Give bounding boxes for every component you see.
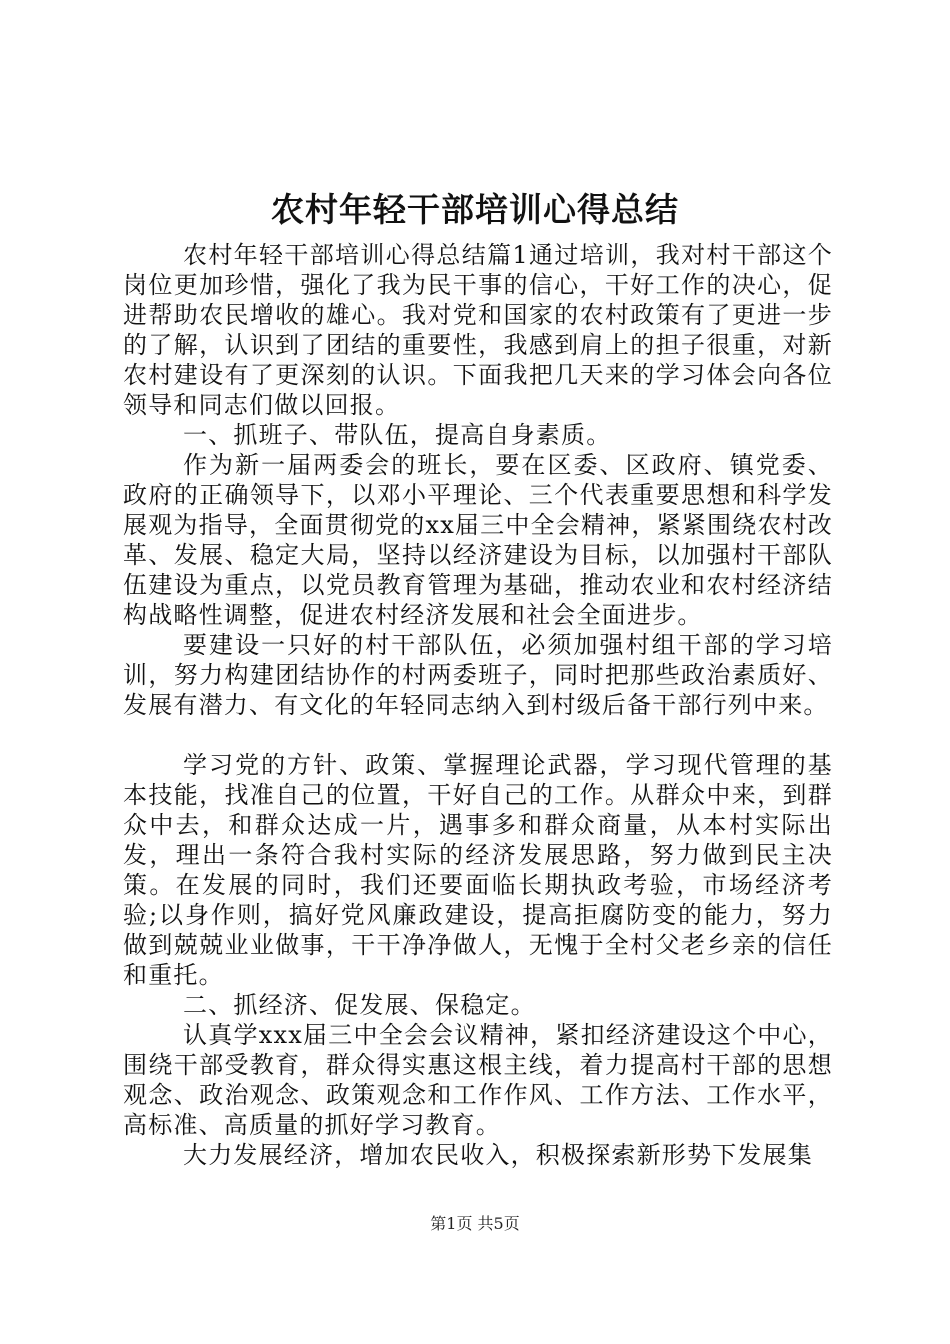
section-heading-2: 二、抓经济、促发展、保稳定。 [183, 991, 536, 1019]
document-title: 农村年轻干部培训心得总结 [271, 190, 679, 229]
paragraph-team-building: 要建设一只好的村干部队伍，必须加强村组干部的学习培训，努力构建团结协作的村两委班子，同时把那些政治素质好、发展有潜力、有文化的年轻同志纳入到村级后备干部行列中来。 [123, 631, 833, 719]
paragraph-study-policy: 学习党的方针、政策、掌握理论武器，学习现代管理的基本技能，找准自己的位置，干好自己的工作。从群众中来，到群众中去，和群众达成一片，遇事多和群众商量，从本村实际出发，理出一条符合我村实际的经济发展思路，努力做到民主决策。在发展的同时，我们还要面临长期执政考验，市场经济考验;以身作则，搞好党风廉政建设，提高拒腐防变的能力，努力做到兢兢业业做事，干干净净做人，无愧于全村父老乡亲的信任和重托。 [123, 751, 833, 989]
paragraph-study-spirit: 认真学xxx届三中全会会议精神，紧扣经济建设这个中心，围绕干部受教育，群众得实惠这根主线，着力提高村干部的思想观念、政治观念、政策观念和工作作风、工作方法、工作水平，高标准、高质量的抓好学习教育。 [123, 1021, 833, 1139]
document-body [123, 240, 833, 1170]
page-footer: 第1页 共5页 [430, 1214, 520, 1233]
paragraph-leadership: 作为新一届两委会的班长，要在区委、区政府、镇党委、政府的正确领导下，以邓小平理论、三个代表重要思想和科学发展观为指导，全面贯彻党的xx届三中全会精神，紧紧围绕农村改革、发展、稳定大局，坚持以经济建设为目标，以加强村干部队伍建设为重点，以党员教育管理为基础，推动农业和农村经济结构战略性调整，促进农村经济发展和社会全面进步。 [123, 451, 833, 629]
section-heading-1: 一、抓班子、带队伍，提高自身素质。 [183, 421, 612, 449]
paragraph-develop-economy: 大力发展经济，增加农民收入，积极探索新形势下发展集 [183, 1141, 813, 1169]
paragraph-intro: 农村年轻干部培训心得总结篇1通过培训，我对村干部这个岗位更加珍惜，强化了我为民干事的信心，干好工作的决心，促进帮助农民增收的雄心。我对党和国家的农村政策有了更进一步的了解，认识到了团结的重要性，我感到肩上的担子很重，对新农村建设有了更深刻的认识。下面我把几天来的学习体会向各位领导和同志们做以回报。 [123, 241, 833, 419]
